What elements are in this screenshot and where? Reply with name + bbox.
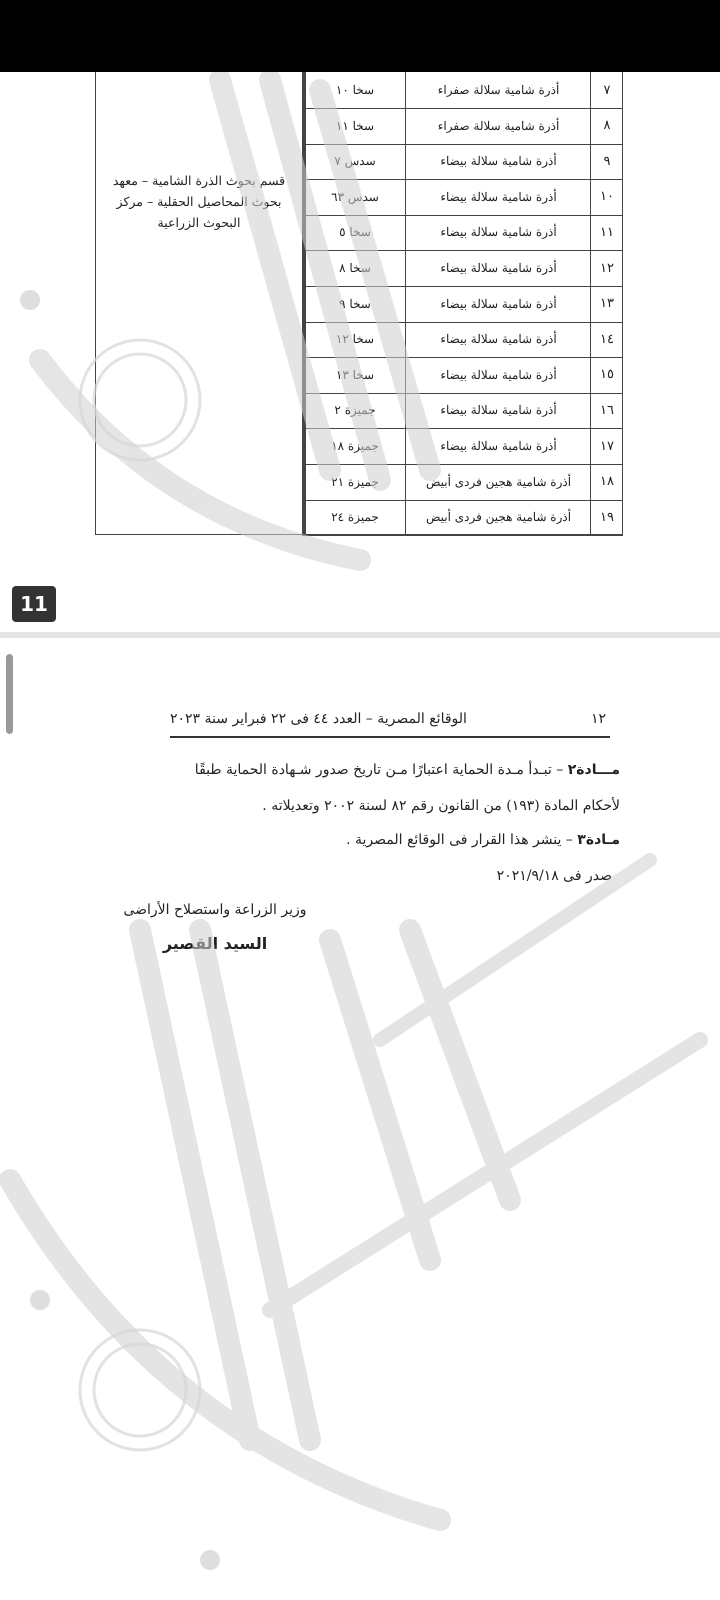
crop-name: أذرة شامية هجين فردى أبيض bbox=[405, 499, 591, 535]
article-3-label: مـادة٣ bbox=[577, 832, 620, 848]
table-row bbox=[304, 499, 623, 536]
variety-name: سخا ١٣ bbox=[335, 367, 375, 382]
table-row bbox=[304, 143, 623, 180]
crop-name: أذرة شامية سلالة بيضاء bbox=[405, 392, 591, 428]
page-header bbox=[170, 706, 606, 732]
row-number: ١٥ bbox=[590, 357, 623, 393]
breeder-source-cell: قسم بحوث الذرة الشامية – معهد بحوث المحاصيل الحقلية – مركز البحوث الزراعية bbox=[112, 173, 286, 230]
table-row bbox=[304, 286, 623, 323]
table-row bbox=[304, 392, 623, 429]
variety-name: جميزة ٢٤ bbox=[331, 510, 379, 525]
crop-name: أذرة شامية هجين فردى أبيض bbox=[405, 464, 591, 500]
variety-name: جميزة ١٨ bbox=[331, 439, 379, 453]
header-title: الوقائع المصرية – العدد ٤٤ فى ٢٢ فبراير سنة ٢٠٢٣ bbox=[170, 711, 467, 727]
article-2-label: مـــادة٢ bbox=[567, 762, 620, 778]
table-row bbox=[304, 357, 623, 394]
variety-name: سخا ٩ bbox=[339, 296, 371, 311]
article-2-text: – تبـدأ مـدة الحماية اعتبارًا مـن تاريخ صدور شـهادة الحماية طبقًا bbox=[194, 762, 568, 778]
article-2-paragraph bbox=[195, 762, 620, 778]
crop-name: أذرة شامية سلالة صفراء bbox=[405, 108, 591, 144]
crop-name: أذرة شامية سلالة بيضاء bbox=[405, 179, 591, 215]
row-number: ١٣ bbox=[590, 286, 623, 322]
variety-name: سخا ٥ bbox=[339, 225, 371, 240]
page-separator bbox=[0, 632, 720, 638]
scrollbar-thumb[interactable] bbox=[6, 654, 13, 734]
row-number: ١٨ bbox=[590, 464, 623, 500]
variety-name: جميزة ٢١ bbox=[331, 474, 379, 489]
signer-title: وزير الزراعة واستصلاح الأراضى bbox=[123, 902, 307, 918]
row-number: ١٠ bbox=[590, 179, 623, 215]
crop-name: أذرة شامية سلالة بيضاء bbox=[405, 357, 591, 393]
status-bar bbox=[0, 0, 720, 72]
variety-name: سخا ١١ bbox=[335, 118, 375, 133]
crop-name: أذرة شامية سلالة بيضاء bbox=[405, 428, 591, 464]
variety-name: سخا ١٢ bbox=[335, 332, 375, 347]
article-2-continuation: لأحكام المادة (١٩٣) من القانون رقم ٨٢ لسنة ٢٠٠٢ وتعديلاته . bbox=[262, 798, 620, 814]
row-number: ١٢ bbox=[590, 250, 623, 286]
variety-name: جميزة ٢ bbox=[334, 403, 376, 418]
article-3-text: – ينشر هذا القرار فى الوقائع المصرية . bbox=[346, 832, 578, 848]
row-number: ١٦ bbox=[590, 392, 623, 428]
crop-name: أذرة شامية سلالة صفراء bbox=[405, 72, 591, 108]
crop-name: أذرة شامية سلالة بيضاء bbox=[405, 143, 591, 179]
row-number: ١١ bbox=[590, 214, 623, 250]
crop-name: أذرة شامية سلالة بيضاء bbox=[405, 214, 591, 250]
signer-name: السيد القصير bbox=[162, 934, 268, 953]
variety-name: سدس ٦٣ bbox=[331, 189, 379, 204]
varieties-table bbox=[95, 72, 623, 536]
issue-date: صدر فى ٢٠٢١/٩/١٨ bbox=[496, 868, 612, 884]
table-row bbox=[304, 72, 623, 109]
header-rule bbox=[170, 736, 610, 738]
table-row bbox=[304, 321, 623, 358]
row-number: ١٧ bbox=[590, 428, 623, 464]
variety-name: سخا ٨ bbox=[339, 261, 371, 275]
row-number: ١٤ bbox=[590, 321, 623, 357]
table-row bbox=[304, 108, 623, 145]
row-number: ١٩ bbox=[590, 499, 623, 535]
row-number: ٨ bbox=[590, 108, 623, 144]
article-3-paragraph bbox=[346, 832, 620, 848]
crop-name: أذرة شامية سلالة بيضاء bbox=[405, 321, 591, 357]
page-number-badge: 11 bbox=[12, 586, 56, 622]
header-page-number: ١٢ bbox=[590, 711, 606, 727]
variety-name: سخا ١٠ bbox=[335, 83, 375, 97]
table-row bbox=[304, 214, 623, 251]
table-row bbox=[304, 250, 623, 287]
table-row bbox=[304, 179, 623, 216]
table-row bbox=[304, 464, 623, 501]
row-number: ٧ bbox=[590, 72, 623, 108]
crop-name: أذرة شامية سلالة بيضاء bbox=[405, 286, 591, 322]
crop-name: أذرة شامية سلالة بيضاء bbox=[405, 250, 591, 286]
table-row bbox=[304, 428, 623, 465]
variety-name: سدس ٧ bbox=[334, 154, 376, 169]
row-number: ٩ bbox=[590, 143, 623, 179]
